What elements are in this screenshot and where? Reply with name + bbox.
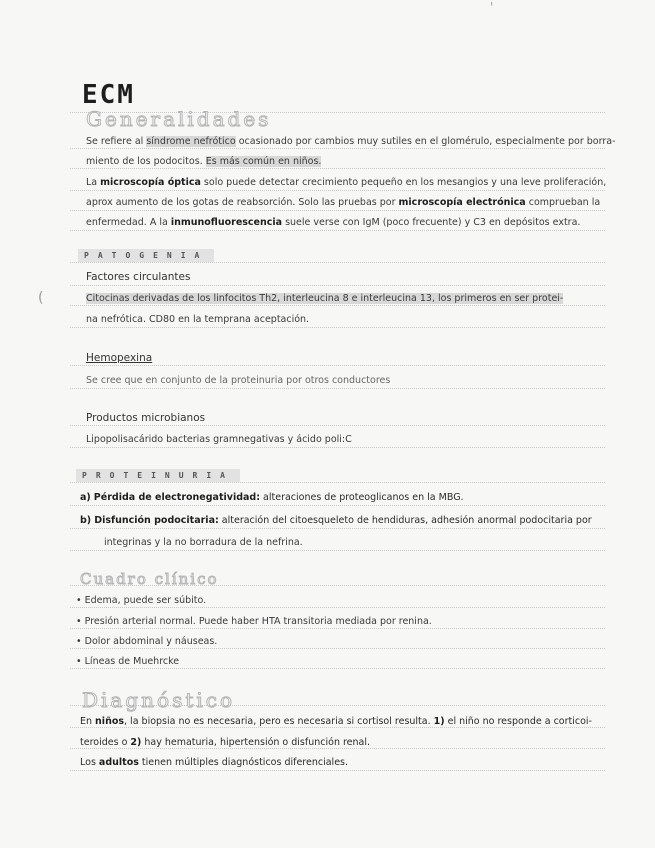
- cuadro-item-1: • Edema, puede ser súbito.: [76, 595, 207, 606]
- section-banner-patogenia: PATOGENIA: [78, 249, 214, 262]
- section-heading-cuadro-clinico: Cuadro clínico: [80, 570, 219, 588]
- generalidades-line-1: Se refiere al síndrome nefrótico ocasionado por cambios muy sutiles en el glomérulo, especialmente por borra-: [86, 136, 616, 147]
- section-heading-generalidades: Generalidades: [86, 107, 272, 131]
- factores-line-2: na nefrótica. CD80 en la temprana aceptación.: [86, 314, 310, 325]
- diagnostico-line-2: teroides o 2) hay hematuria, hipertensión o disfunción renal.: [80, 737, 371, 748]
- cuadro-item-4: • Líneas de Muehrcke: [76, 656, 180, 667]
- section-heading-diagnostico: Diagnóstico: [82, 688, 236, 712]
- subheading-hemopexina: Hemopexina: [86, 352, 153, 364]
- diagnostico-line-3: Los adultos tienen múltiples diagnósticos diferenciales.: [80, 757, 349, 768]
- productos-line-1: Lipopolisacárido bacterias gramnegativas y ácido poli:C: [86, 434, 352, 445]
- generalidades-line-4: aprox aumento de los gotas de reabsorción. Solo las pruebas por microscopía electrónica comprueban la: [86, 197, 601, 208]
- factores-line-1: Citocinas derivadas de los linfocitos Th2, interleucina 8 e interleucina 13, los primeros en ser protei-: [86, 293, 564, 304]
- stray-mark: ': [490, 0, 494, 14]
- subheading-factores: Factores circulantes: [86, 271, 191, 283]
- subheading-productos: Productos microbianos: [86, 412, 206, 424]
- cuadro-item-2: • Presión arterial normal. Puede haber HTA transitoria mediada por renina.: [76, 616, 432, 627]
- diagnostico-line-1: En niños, la biopsia no es necesaria, pero es necesaria si cortisol resulta. 1) el niño no responde a corticoi-: [80, 716, 592, 727]
- generalidades-line-5: enfermedad. A la inmunofluorescencia suele verse con IgM (poco frecuente) y C3 en depósitos extra.: [86, 217, 581, 228]
- margin-mark: (: [38, 290, 44, 306]
- hemopexina-line-1: Se cree que en conjunto de la proteinuria por otros conductores: [86, 375, 391, 386]
- section-banner-proteinuria: PROTEINURIA: [76, 469, 240, 482]
- generalidades-line-3: La microscopía óptica solo puede detectar crecimiento pequeño en los mesangios y una leve proliferación,: [86, 177, 607, 188]
- proteinuria-item-b: b) Disfunción podocitaria: alteración del citoesqueleto de hendiduras, adhesión anormal podocitaria por: [80, 515, 592, 526]
- generalidades-line-2: miento de los podocitos. Es más común en niños.: [86, 156, 322, 167]
- proteinuria-item-b-line-2: integrinas y la no borradura de la nefrina.: [104, 537, 303, 548]
- proteinuria-item-a: a) Pérdida de electronegatividad: alteraciones de proteoglicanos en la MBG.: [80, 492, 464, 503]
- cuadro-item-3: • Dolor abdominal y náuseas.: [76, 636, 218, 647]
- page-title: ECM: [82, 80, 135, 110]
